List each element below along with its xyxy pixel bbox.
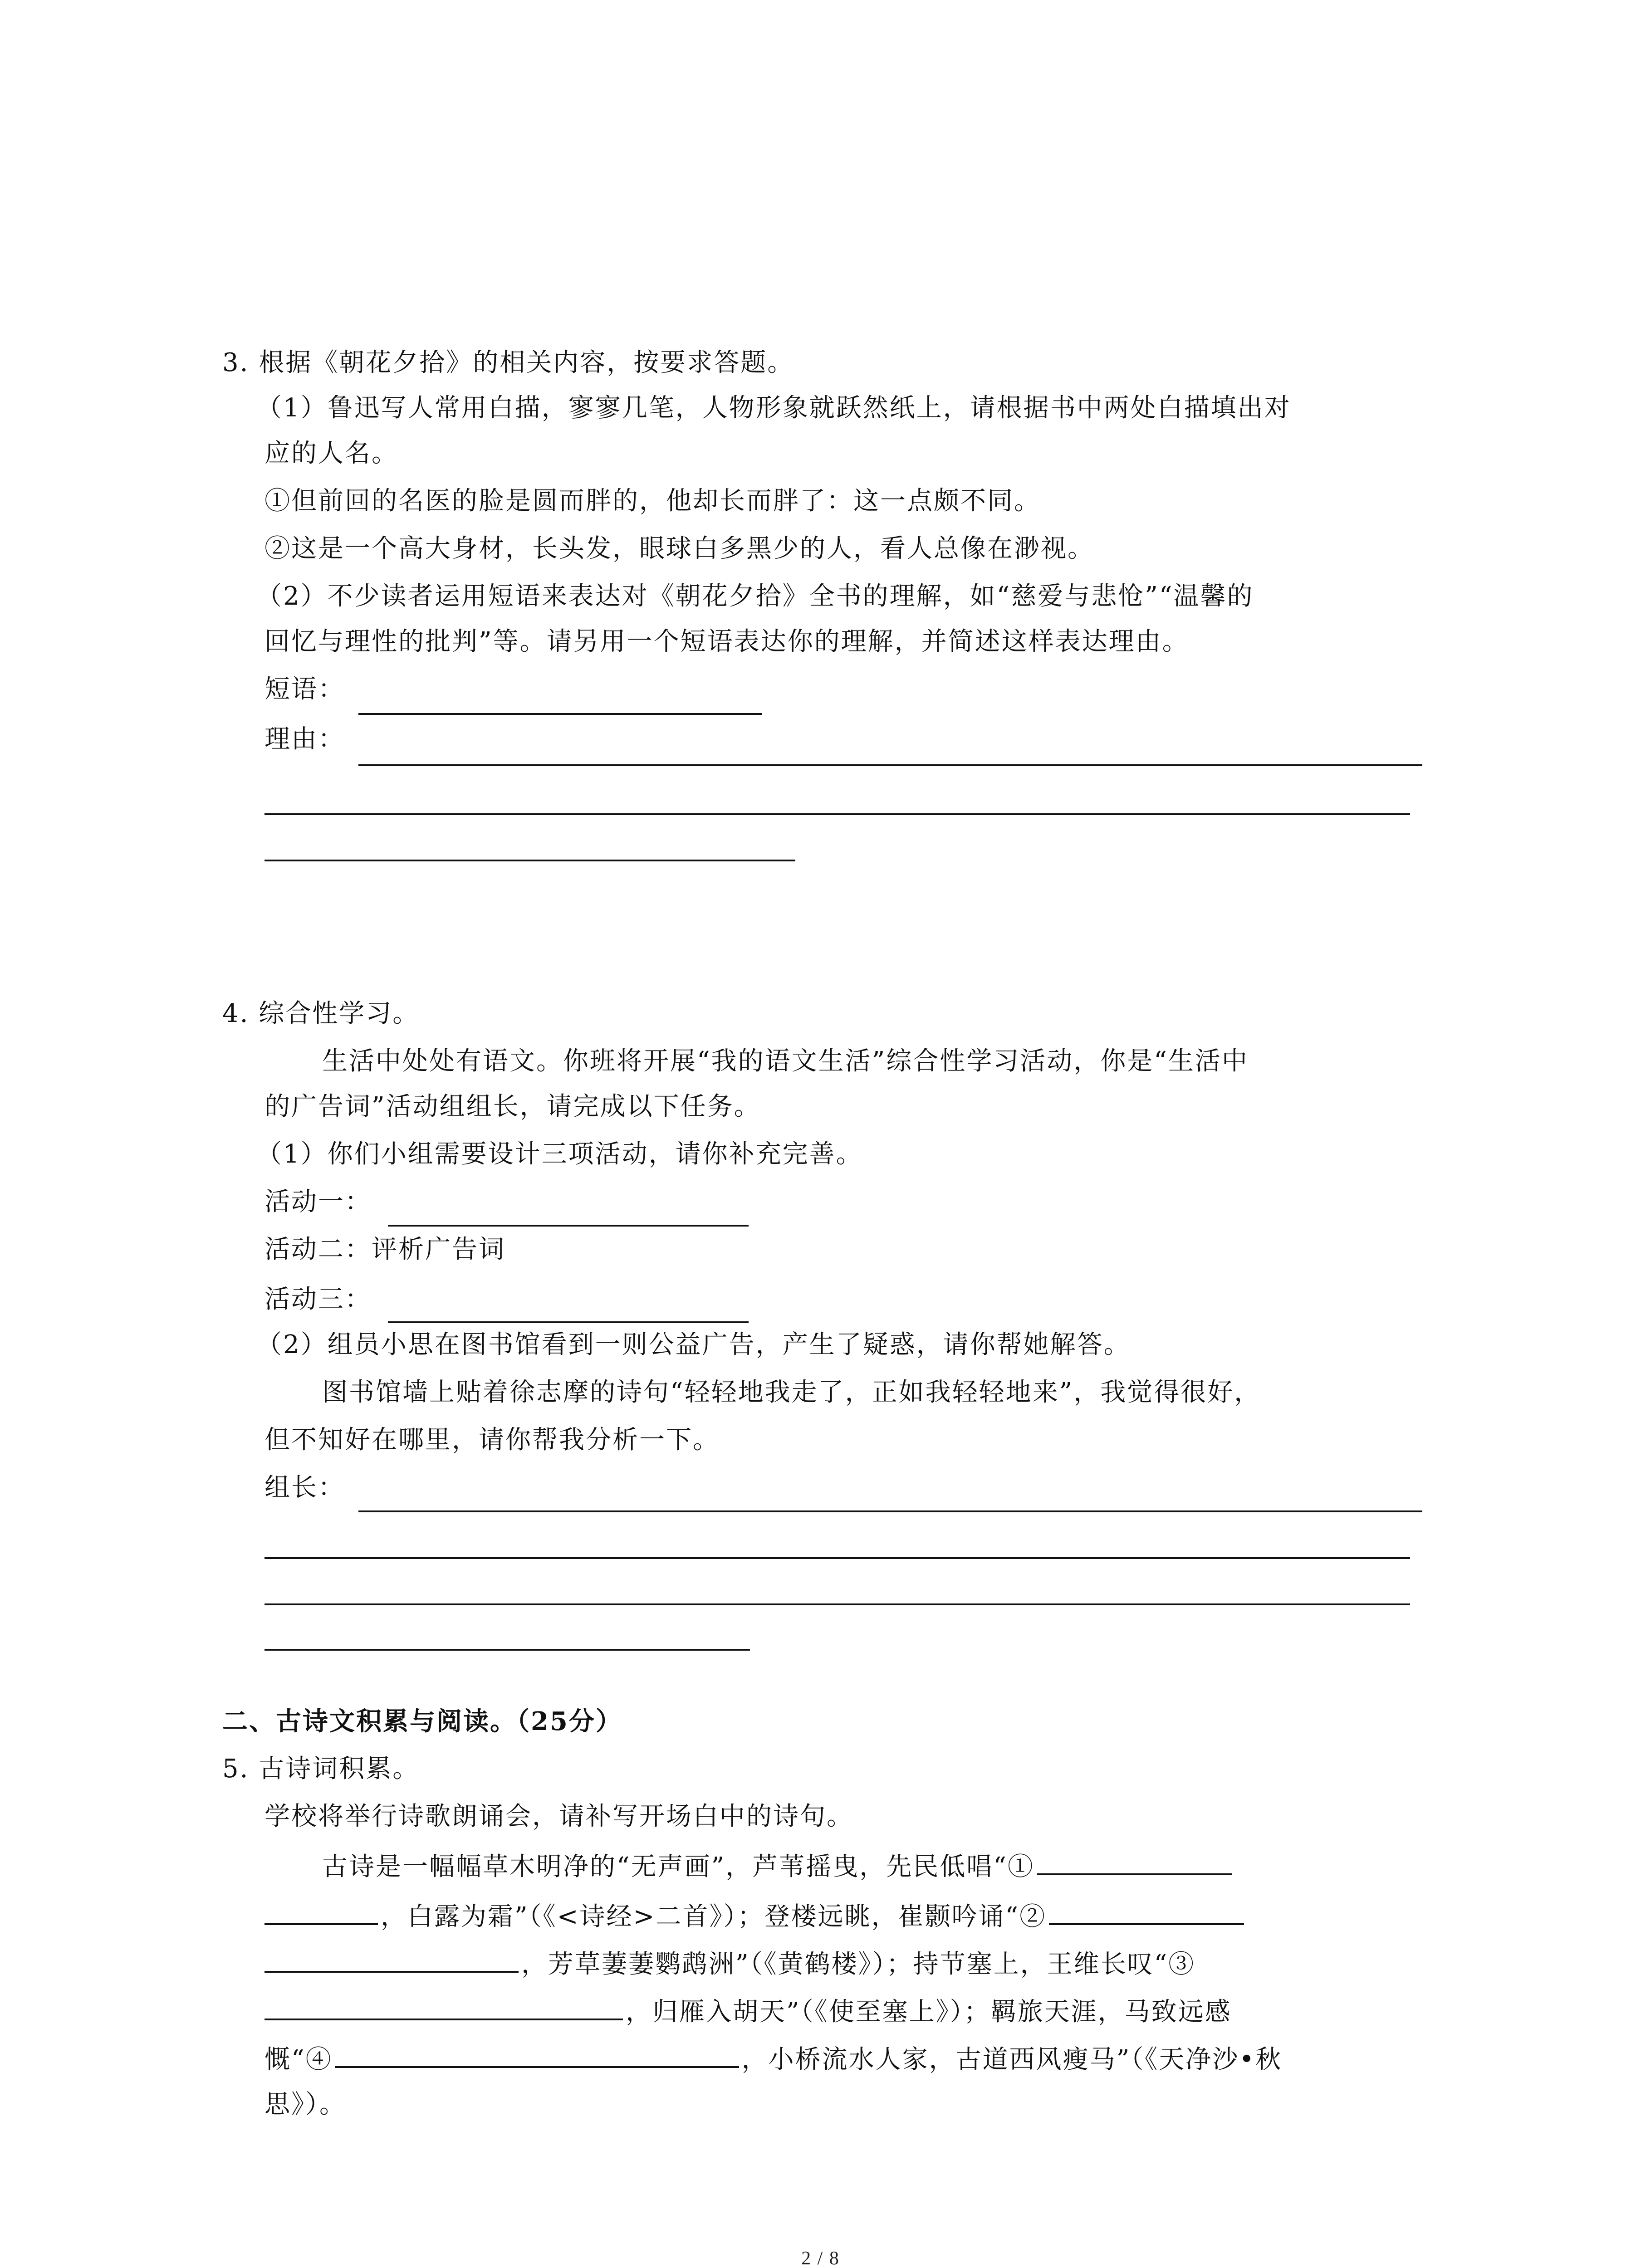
q5-line3-text: ，芳草萋萋鹦鹉洲”（《黄鹤楼》）；持节塞上，王维长叹“③ <box>521 1950 1195 1979</box>
q3-reason-answer-line-2[interactable] <box>265 813 1410 815</box>
q5-line1-text: 古诗是一幅幅草木明净的“无声画”，芦苇摇曳，先民低唱“① <box>322 1852 1034 1882</box>
q5-blank1-end[interactable] <box>265 1896 378 1925</box>
q5-line2-text: ，白露为霜”（《<诗经>二首》）；登楼远眺，崔颢吟诵“② <box>381 1902 1047 1931</box>
q4-leader-label: 组长： <box>265 1473 345 1502</box>
q3-item1: ①但前回的名医的脸是圆而胖的，他却长而胖了：这一点颇不同。 <box>265 486 1041 516</box>
q4-quote-line2: 但不知好在哪里，请你帮我分析一下。 <box>265 1425 720 1455</box>
q3-phrase-label: 短语： <box>265 675 345 704</box>
q3-part2-line2: 回忆与理性的批判”等。请另用一个短语表达你的理解，并简述这样表达理由。 <box>265 627 1189 656</box>
q5-line3 <box>265 1944 1195 1983</box>
q5-line4-text: ，归雁入胡天”（《使至塞上》）；羁旅天涯，马致远感 <box>626 1997 1232 2027</box>
q4-intro-line2: 的广告词”活动组组长，请完成以下任务。 <box>265 1092 761 1121</box>
q4-leader-answer-line-1[interactable] <box>358 1510 1422 1512</box>
q4-activity2: 活动二：评析广告词 <box>265 1235 505 1264</box>
q3-part2-line1: （2）不少读者运用短语来表达对《朝花夕拾》全书的理解，如“慈爱与悲怆”“温馨的 <box>256 582 1254 611</box>
q5-intro: 学校将举行诗歌朗诵会，请补写开场白中的诗句。 <box>265 1802 853 1831</box>
q3-item2: ②这是一个高大身材，长头发，眼球白多黑少的人，看人总像在渺视。 <box>265 534 1094 563</box>
page-number: 2 / 8 <box>801 2248 840 2268</box>
q4-part1: （1）你们小组需要设计三项活动，请你补充完善。 <box>256 1139 863 1169</box>
q4-intro-line1: 生活中处处有语文。你班将开展“我的语文生活”综合性学习活动，你是“生活中 <box>322 1046 1249 1076</box>
q5-line1 <box>322 1846 1235 1885</box>
q5-line2 <box>265 1896 1247 1935</box>
q3-reason-answer-line-3[interactable] <box>265 860 795 861</box>
q5-blank2-end[interactable] <box>265 1944 519 1973</box>
q3-reason-label: 理由： <box>265 724 345 754</box>
q3-phrase-answer-line[interactable] <box>358 713 762 715</box>
q3-title: 3. 根据《朝花夕拾》的相关内容，按要求答题。 <box>222 348 794 377</box>
q4-activity1-label: 活动一： <box>265 1187 372 1217</box>
q4-activity3-answer-line[interactable] <box>388 1321 749 1323</box>
q4-title: 4. 综合性学习。 <box>222 999 420 1028</box>
q5-line6: 思》）。 <box>265 2090 346 2119</box>
q5-blank4[interactable] <box>335 2039 739 2068</box>
q3-part1-line1: （1）鲁迅写人常用白描，寥寥几笔，人物形象就跃然纸上，请根据书中两处白描填出对 <box>256 393 1291 423</box>
q4-part2: （2）组员小思在图书馆看到一则公益广告，产生了疑惑，请你帮她解答。 <box>256 1330 1131 1359</box>
q4-leader-answer-line-3[interactable] <box>265 1603 1410 1605</box>
q3-reason-answer-line-1[interactable] <box>358 764 1422 766</box>
q5-line5-text-b: ，小桥流水人家，古道西风瘦马”（《天净沙•秋 <box>741 2045 1283 2074</box>
q4-activity1-answer-line[interactable] <box>388 1225 749 1227</box>
q5-title: 5. 古诗词积累。 <box>222 1754 420 1784</box>
q4-activity3-label: 活动三： <box>265 1285 372 1314</box>
q4-quote-line1: 图书馆墙上贴着徐志摩的诗句“轻轻地我走了，正如我轻轻地来”，我觉得很好， <box>322 1378 1261 1407</box>
q5-line4 <box>265 1991 1232 2030</box>
q3-part1-line2: 应的人名。 <box>265 439 398 468</box>
section2-heading: 二、古诗文积累与阅读。（25分） <box>222 1706 622 1736</box>
q5-blank2-start[interactable] <box>1049 1896 1244 1925</box>
q5-blank3[interactable] <box>265 1991 623 2020</box>
q4-leader-answer-line-4[interactable] <box>265 1649 750 1651</box>
q4-leader-answer-line-2[interactable] <box>265 1557 1410 1559</box>
q5-line5-text-a: 慨“④ <box>265 2045 333 2074</box>
q5-line5 <box>265 2039 1282 2078</box>
q5-blank1-start[interactable] <box>1037 1846 1232 1875</box>
